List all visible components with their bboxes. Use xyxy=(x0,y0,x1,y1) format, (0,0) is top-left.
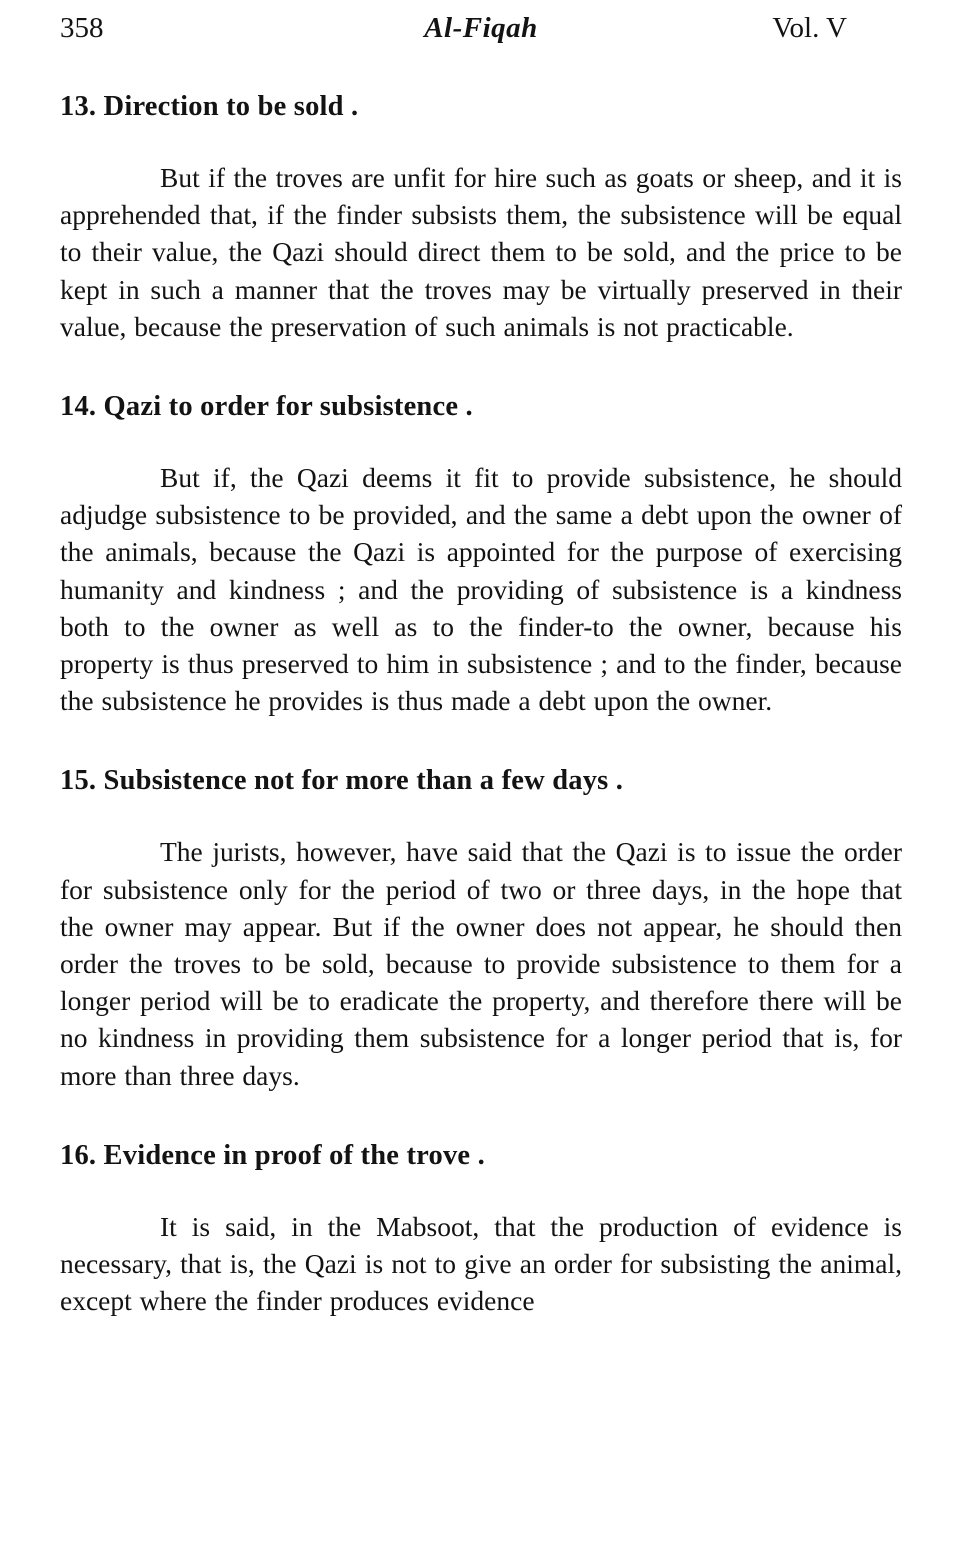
page-header xyxy=(60,12,902,45)
section-15-heading: 15. Subsistence not for more than a few days . xyxy=(60,765,624,797)
section-14-heading: 14. Qazi to order for subsistence . xyxy=(60,391,473,423)
section-13-heading: 13. Direction to be sold . xyxy=(60,91,359,122)
volume-label: Vol. V xyxy=(772,12,847,44)
section-15 xyxy=(60,765,902,1093)
section-14 xyxy=(60,391,902,719)
page-number: 358 xyxy=(60,12,104,44)
section-14-body: But if, the Qazi deems it fit to provide subsistence, he should adjudge subsistence to be provided, and the same a debt upon the owner of the animals, because the Qazi is appointed for the purpose of exercising humanity and kindness ; and the providing of subsistence is a kindness both to the owner as well as to the finder-to the owner, because his property is thus preserved to him in subsistence ; and to the finder, because the subsistence he provides is thus made a debt upon the owner. xyxy=(60,462,902,717)
section-13 xyxy=(60,91,902,345)
book-title: Al-Fiqah xyxy=(424,12,538,44)
section-16-body: It is said, in the Mabsoot, that the production of evidence is necessary, that is, the Qazi is not to give an order for subsisting the animal, except where the finder produces evidence xyxy=(60,1210,902,1317)
section-16 xyxy=(60,1140,902,1320)
section-16-heading: 16. Evidence in proof of the trove . xyxy=(60,1139,485,1171)
section-13-body: But if the troves are unfit for hire such as goats or sheep, and it is apprehended that, if the finder subsists them, the subsistence will be equal to their value, the Qazi should direct them to be sold, and the price to be kept in such a manner that the troves may be virtually preserved in their value, because the preservation of such animals is not practicable. xyxy=(60,162,902,342)
section-15-body: The jurists, however, have said that the Qazi is to issue the order for subsistence only for the period of two or three days, in the hope that the owner may appear. But if the owner does not appear, he should then order the troves to be sold, because to provide subsistence to them for a longer period will be to eradicate the property, and therefore there will be no kindness in providing them subsistence for a longer period that is, for more than three days. xyxy=(60,836,902,1091)
